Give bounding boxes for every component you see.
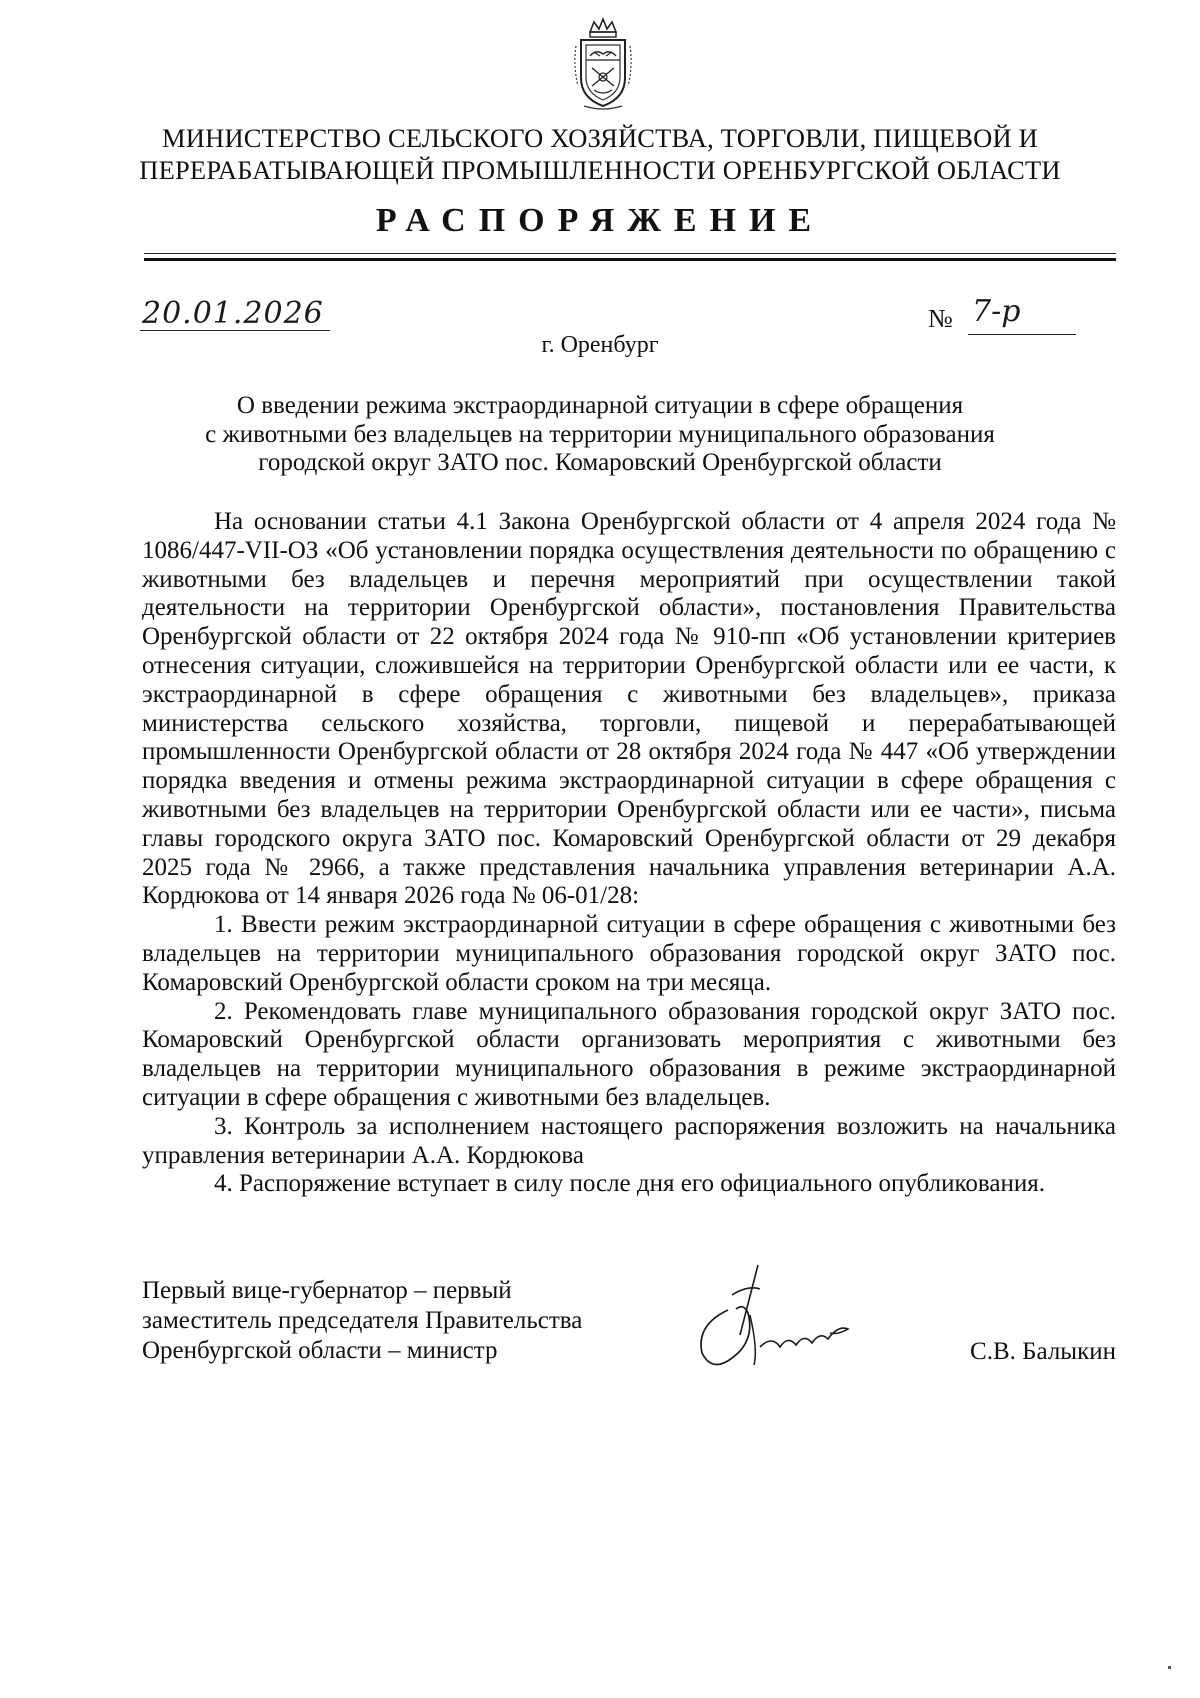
title-line-2: с животными без владельцев на территории муниципального образования <box>205 420 995 448</box>
date-underline <box>140 330 330 331</box>
document-type-heading: РАСПОРЯЖЕНИЕ <box>375 202 825 239</box>
title-line-3: городской округ ЗАТО пос. Комаровский Оренбургской области <box>258 449 942 476</box>
document-number: 7-р <box>972 294 1021 329</box>
scan-speck <box>1168 1666 1171 1669</box>
order-item-1: 1. Ввести режим экстраординарной ситуации в сфере обращения с животными без владельцев на территории муниципального образования городской округ ЗАТО пос. Комаровский Оренбургской области сроком на три месяца. <box>142 911 1116 996</box>
ministry-name <box>100 122 1100 186</box>
signer-position-line-1: Первый вице-губернатор – первый <box>142 1277 512 1304</box>
preamble-paragraph: На основании статьи 4.1 Закона Оренбургской области от 4 апреля 2024 года № 1086/447-VII-ОЗ «Об установлении порядка осуществления деятельности по обращению с животными без владельцев и перечня мероприятий при осуществлении такой деятельности на территории Оренбургской области», постановления Правительства Оренбургской области от 22 октября 2024 года № 910-пп «Об установлении критериев отнесения ситуации, сложившейся на территории Оренбургской области или ее части, к экстраординарной в сфере обращения с животными без владельцев», приказа министерства сельского хозяйства, торговли, пищевой и перерабатывающей промышленности Оренбургской области от 28 октября 2024 года № 447 «Об утверждении порядка введения и отмены режима экстраординарной ситуации в сфере обращения с животными без владельцев на территории Оренбургской области или ее части», письма главы городского округа ЗАТО пос. Комаровский Оренбургской области от 29 декабря 2025 года № 2966, а также представления начальника управления ветеринарии А.А. Кордюкова от 14 января 2026 года № 06-01/28: <box>142 508 1116 910</box>
order-item-3: 3. Контроль за исполнением настоящего распоряжения возложить на начальника управления ветеринарии А.А. Кордюкова <box>142 1112 1116 1169</box>
number-label: № <box>928 304 953 333</box>
header-rule-thin <box>144 253 1116 254</box>
document-date-field <box>140 296 330 336</box>
coat-of-arms-icon <box>572 16 634 112</box>
ministry-line-1: МИНИСТЕРСТВО СЕЛЬСКОГО ХОЗЯЙСТВА, ТОРГОВЛИ, ПИЩЕВОЙ И <box>162 123 1038 153</box>
signer-position <box>142 1276 582 1366</box>
order-item-2: 2. Рекомендовать главе муниципального образования городской округ ЗАТО пос. Комаровский Оренбургской области организовать мероприятия с животными без владельцев на территории муниципального образования в режиме экстраординарной ситуации в сфере обращения с животными без владельцев. <box>142 997 1116 1111</box>
ministry-line-2: ПЕРЕРАБАТЫВАЮЩЕЙ ПРОМЫШЛЕННОСТИ ОРЕНБУРГСКОЙ ОБЛАСТИ <box>139 155 1061 185</box>
document-date: 20.01.2026 <box>142 296 324 331</box>
signer-position-line-2: заместитель председателя Правительства <box>142 1307 583 1334</box>
document-title <box>160 392 1040 478</box>
header-rule-thick <box>144 258 1116 261</box>
order-item-4: 4. Распоряжение вступает в силу после дня его официального опубликования. <box>214 1170 1045 1198</box>
title-line-1: О введении режима экстраординарной ситуации в сфере обращения <box>236 392 964 419</box>
handwritten-signature-icon <box>688 1255 878 1380</box>
document-city: г. Оренбург <box>541 332 659 358</box>
signer-name: С.В. Балыкин <box>970 1338 1116 1365</box>
document-body <box>142 508 1116 1199</box>
signer-position-line-3: Оренбургской области – министр <box>142 1337 498 1364</box>
